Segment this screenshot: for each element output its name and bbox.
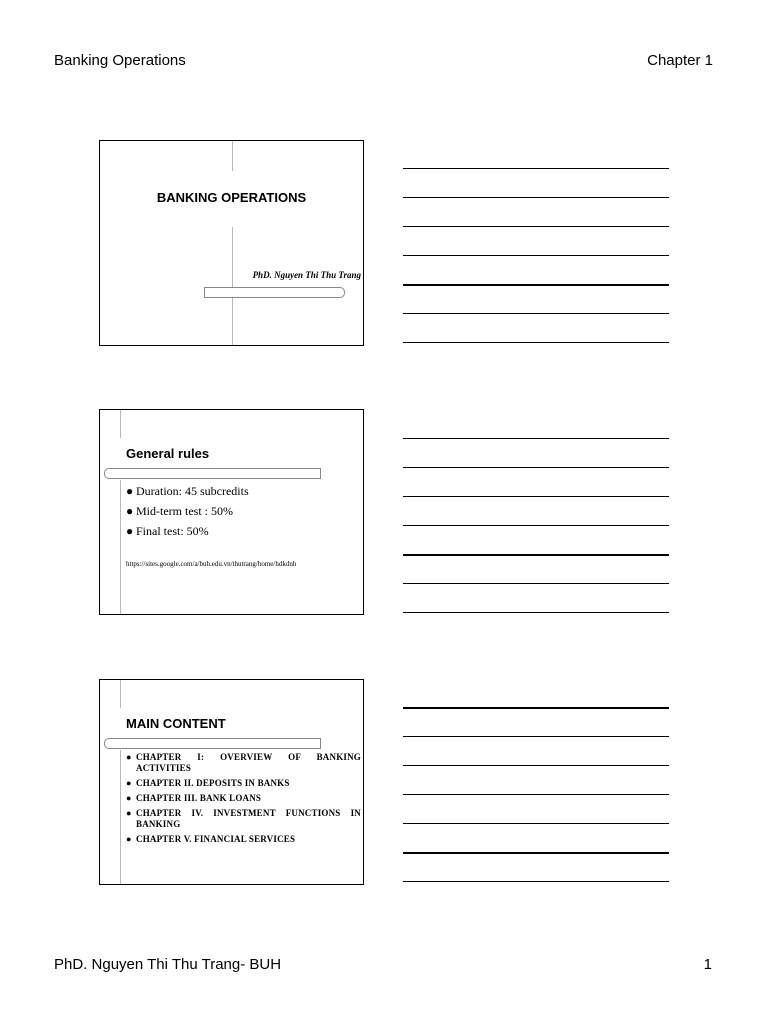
slide-title: MAIN CONTENT <box>126 716 226 731</box>
note-line <box>403 467 669 468</box>
note-line <box>403 823 669 824</box>
list-item: ● Final test: 50% <box>126 521 249 541</box>
note-line <box>403 342 669 343</box>
note-line <box>403 284 669 286</box>
note-line <box>403 525 669 526</box>
bullet-icon: ● <box>126 752 132 762</box>
footer-author: PhD. Nguyen Thi Thu Trang- BUH <box>54 956 282 973</box>
notes-area-1 <box>403 168 669 371</box>
slide-decor-bar <box>104 738 321 749</box>
slide-decor-line <box>232 141 233 171</box>
slide-decor-bar <box>104 468 321 479</box>
header-title: Banking Operations <box>54 52 186 69</box>
note-line <box>403 736 669 737</box>
slide-title: BANKING OPERATIONS <box>156 190 307 205</box>
list-item: ● Mid-term test : 50% <box>126 501 249 521</box>
slide-decor-bar <box>204 287 345 298</box>
list-item: ● CHAPTER I: OVERVIEW OF BANKING ACTIVITIES <box>126 752 361 773</box>
bullet-list <box>126 752 361 849</box>
note-line <box>403 438 669 439</box>
slide-decor-line <box>120 750 121 884</box>
note-line <box>403 583 669 584</box>
slide-decor-line <box>120 680 121 708</box>
slide-3 <box>99 679 364 885</box>
bullet-icon: ● <box>126 808 132 818</box>
note-line <box>403 852 669 854</box>
slide-decor-line <box>120 480 121 614</box>
note-line <box>403 496 669 497</box>
list-item: ● Duration: 45 subcredits <box>126 481 249 501</box>
note-line <box>403 881 669 882</box>
slide-decor-line <box>232 227 233 345</box>
bullet-icon: ● <box>126 504 134 518</box>
note-line <box>403 794 669 795</box>
note-line <box>403 197 669 198</box>
note-line <box>403 554 669 556</box>
slide-author: PhD. Nguyen Thi Thu Trang <box>252 270 361 280</box>
slide-title: General rules <box>126 446 210 461</box>
bullet-icon: ● <box>126 778 132 788</box>
page-number: 1 <box>703 956 712 973</box>
bullet-icon: ● <box>126 793 132 803</box>
header-chapter: Chapter 1 <box>647 52 713 69</box>
list-item: ● CHAPTER II. DEPOSITS IN BANKS <box>126 778 290 788</box>
bullet-list <box>126 481 249 541</box>
notes-area-3 <box>403 707 669 910</box>
note-line <box>403 168 669 169</box>
list-item: ● CHAPTER III. BANK LOANS <box>126 793 262 803</box>
slide-decor-line <box>120 410 121 438</box>
notes-area-2 <box>403 438 669 641</box>
note-line <box>403 226 669 227</box>
bullet-icon: ● <box>126 484 134 498</box>
slide-2 <box>99 409 364 615</box>
note-line <box>403 612 669 613</box>
note-line <box>403 313 669 314</box>
list-item: ● CHAPTER IV. INVESTMENT FUNCTIONS IN BANKING <box>126 808 361 829</box>
note-line <box>403 765 669 766</box>
note-line <box>403 707 669 709</box>
bullet-icon: ● <box>126 834 132 844</box>
bullet-icon: ● <box>126 524 134 538</box>
list-item: ● CHAPTER V. FINANCIAL SERVICES <box>126 834 296 844</box>
slide-1 <box>99 140 364 346</box>
course-link[interactable]: https://sites.google.com/a/buh.edu.vn/thutrang/home/hdkdnh <box>126 560 297 568</box>
note-line <box>403 255 669 256</box>
